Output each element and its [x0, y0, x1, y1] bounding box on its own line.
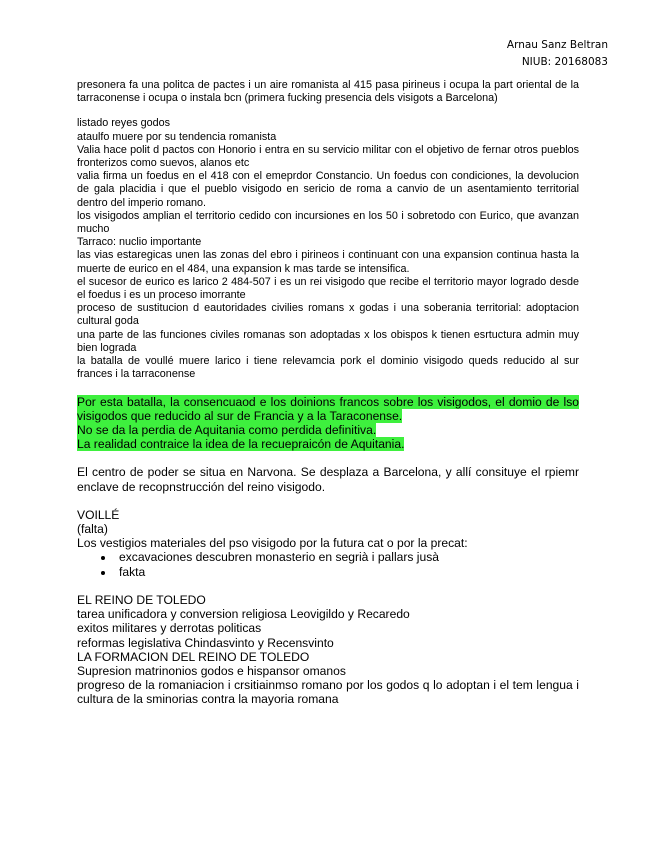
document-body — [77, 79, 579, 707]
note-line: Valia hace polit d pactos con Honorio i entra en su servicio militar con el objetivo de fernar otros pueblos fronterizos como suevos, alanos etc — [77, 143, 579, 170]
note-line: los visigodos amplian el territorio cedido con incursiones en los 50 i sobretodo con Eurico, que avanzan mucho — [77, 209, 579, 236]
note-line: una parte de las funciones civiles romanas son adoptadas x los obispos k tienen esrtuctura admin muy bien lograda — [77, 328, 579, 354]
note-line: listado reyes godos — [77, 117, 171, 130]
voille-section — [77, 508, 579, 579]
note-line: Tarraco: nuclio importante — [77, 236, 202, 249]
note-line: la batalla de voullé muere larico i tiene relevamcia pork el dominio visigodo queds reducido al sur frances i la tarraconense — [77, 355, 579, 381]
list-item: • excavaciones descubren monasterio en segrià i pallars jusà — [115, 550, 579, 564]
list-item: • fakta — [115, 565, 579, 579]
toledo-last-paragraph: progreso de la romaniacion i crsitiainmso romano por los godos q lo adoptan i el tem lengua i cultura de la sminorias contra la mayoria romana — [77, 678, 579, 707]
note-line: proceso de sustitucion d eautoridades civilies romans x godas i una soberania territorial: adoptacion cultural goda — [77, 302, 579, 328]
note-line: las vias estaregicas unen las zonas del ebro i pirineos i continuant con una expansion continua hasta la muerte de eurico en el 484, una expansion k mas tarde se intensifica. — [77, 249, 579, 275]
intro-paragraph: presonera fa una politca de pactes i un aire romanista al 415 pasa pirineus i ocupa la part oriental de la tarraconense i ocupa o instala bcn (primera fucking presencia dels visigots a Barcelona) — [77, 79, 579, 105]
highlighted-line: No se da la perdia de Aquitania como perdida definitiva. — [77, 423, 377, 438]
note-line: ataulfo muere por su tendencia romanista — [77, 130, 277, 143]
notes-block — [77, 117, 579, 381]
highlighted-block — [77, 395, 579, 451]
voille-title: VOILLÉ — [77, 507, 120, 522]
toledo-line: tarea unificadora y conversion religiosa Leovigildo y Recaredo — [77, 607, 410, 622]
author-name: Arnau Sanz Beltran — [506, 39, 608, 51]
note-line: el sucesor de eurico es larico 2 484-507 i es un rei visigodo que recibe el territorio mayor logrado desde el foedus i es un proceso imorrante — [77, 275, 579, 302]
toledo-line: reformas legislativa Chindasvinto y Recensvinto — [77, 635, 334, 650]
section-title-formacion: LA FORMACION DEL REINO DE TOLEDO — [77, 649, 310, 664]
toledo-line: Supresion matrinonios godos e hispansor omanos — [77, 663, 346, 678]
toledo-line: exitos militares y derrotas politicas — [77, 621, 262, 636]
highlighted-line: La realidad contraice la idea de la recuepraicón de Aquitania. — [77, 437, 405, 452]
centro-paragraph: El centro de poder se situa en Narvona. Se desplaza a Barcelona, y allí consituye el rpiemr enclave de recopnstrucción del reino visigodo. — [77, 465, 579, 494]
voille-bullet-list — [77, 550, 579, 578]
highlighted-line: Por esta batalla, la consencuaod e los doinions francos sobre los visigodos, el domio de lso visigodos que reducido al sur de Francia y a la Taraconense. — [77, 395, 579, 424]
page-header — [507, 37, 608, 71]
student-id: NIUB: 20168083 — [521, 56, 608, 68]
toledo-section — [77, 593, 579, 707]
note-line: valia firma un foedus en el 418 con el emeprdor Constancio. Un foedus con condiciones, la devolucion de gala placidia i que el pueblo visigodo en sericio de roma a canvio de un asentamiento territorial dentro del imperio romano. — [77, 170, 579, 209]
section-title-toledo: EL REINO DE TOLEDO — [77, 592, 206, 607]
voille-falta: (falta) — [77, 522, 108, 537]
voille-intro: Los vestigios materiales del pso visigodo por la futura cat o por la precat: — [77, 536, 468, 551]
